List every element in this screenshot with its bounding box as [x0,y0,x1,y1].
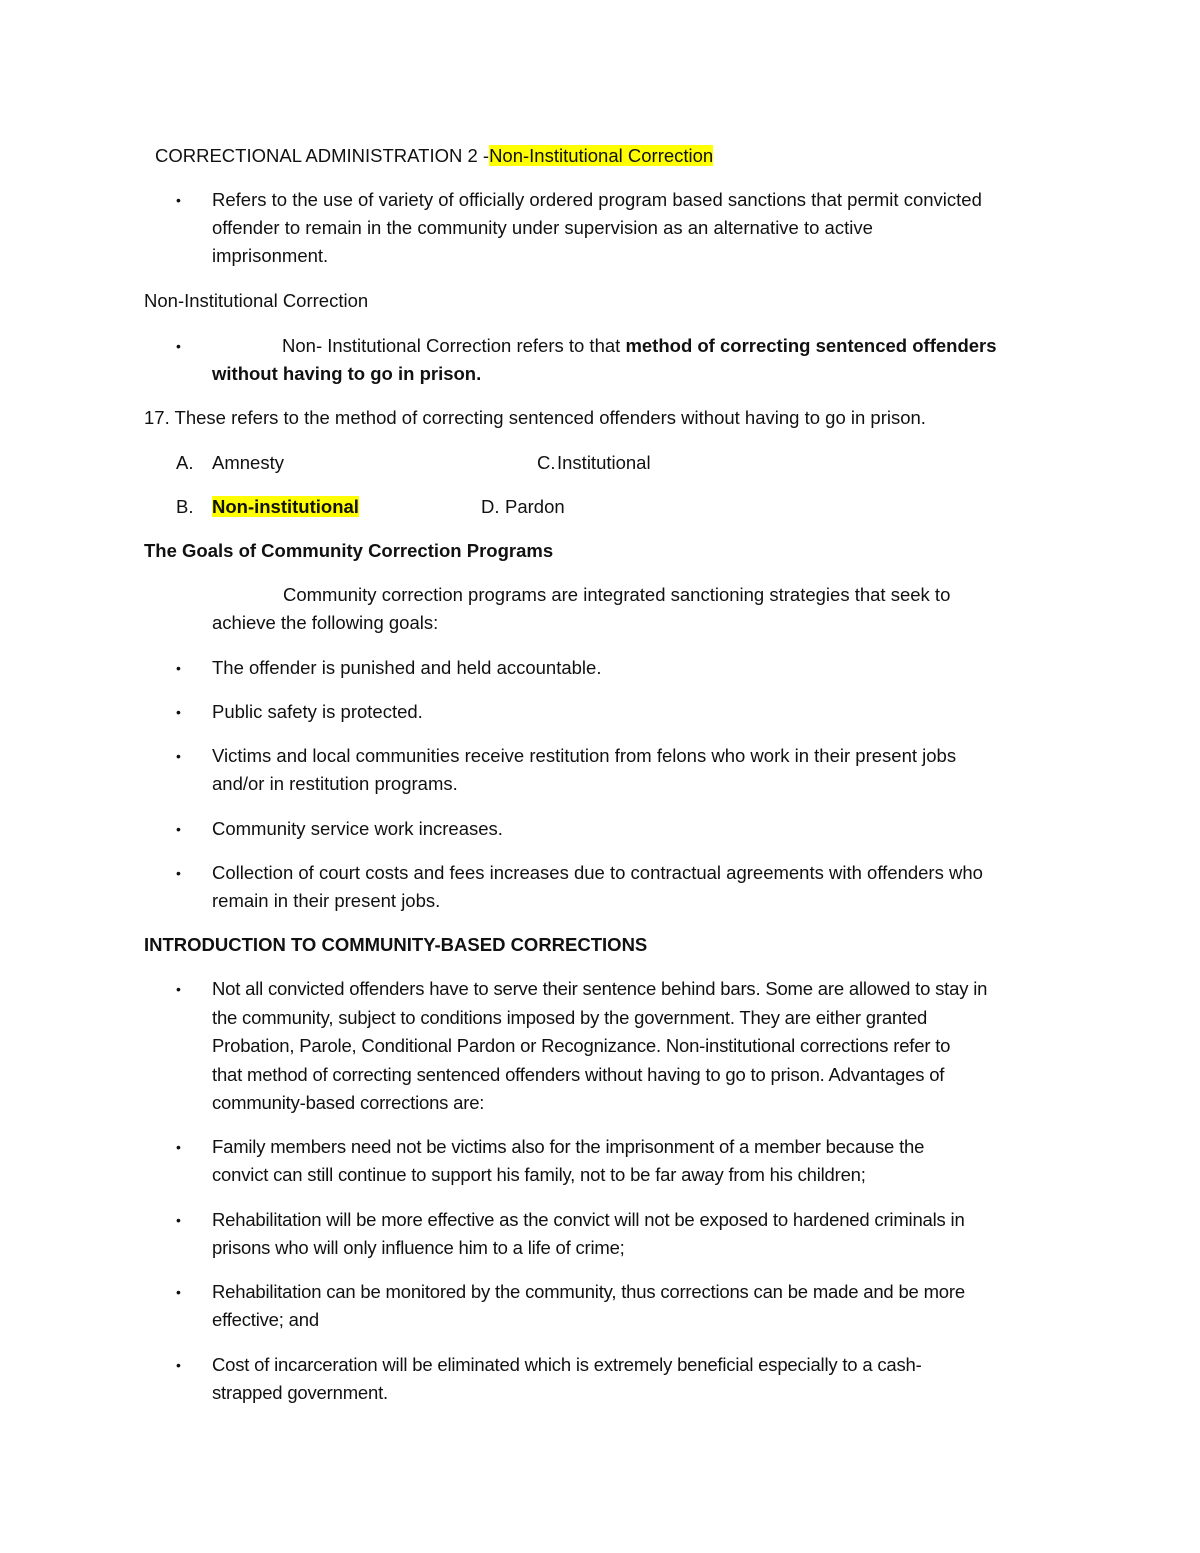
intro-bullet-line: imprisonment. [212,245,329,266]
intro-point-line: Cost of incarceration will be eliminated which is extremely beneficial especially to a cash- [212,1354,922,1375]
bullet-icon: • [176,704,181,720]
definition-bold: method of correcting sentenced offenders [625,335,997,356]
intro-bullet-line: offender to remain in the community under supervision as an alternative to active [212,217,873,238]
intro-point-line: community-based corrections are: [212,1092,485,1113]
intro-point-line: prisons who will only influence him to a life of crime; [212,1237,625,1258]
intro-point-line: Rehabilitation will be more effective as the convict will not be exposed to hardened criminals in [212,1209,965,1230]
option-letter: D. [481,496,500,517]
intro-point-line: Family members need not be victims also for the imprisonment of a member because the [212,1136,925,1157]
option-letter: A. [176,452,194,473]
goal-line: Collection of court costs and fees increases due to contractual agreements with offenders who [212,862,983,883]
bullet-icon: • [176,660,181,676]
definition-prefix: Non- Institutional Correction refers to that [282,335,626,356]
intro-heading [144,932,647,958]
goal-line: Victims and local communities receive restitution from felons who work in their present jobs [212,745,957,766]
intro-point-line: Not all convicted offenders have to serve their sentence behind bars. Some are allowed to stay in [212,978,988,999]
option-text: Institutional [557,452,651,473]
intro-point-line: that method of correcting sentenced offenders without having to go to prison. Advantages of [212,1064,945,1085]
option-text: Non-institutional [212,496,359,517]
goals-intro-line: Community correction programs are integrated sanctioning strategies that seek to [283,584,951,605]
bullet-icon: • [176,1212,181,1228]
goal-line: Public safety is protected. [212,701,423,722]
definition-line [212,361,481,387]
goal-line: The offender is punished and held accountable. [212,657,602,678]
option-letter: C. [537,452,556,473]
question-text: 17. These refers to the method of correcting sentenced offenders without having to go in prison. [144,407,926,428]
goal-line: remain in their present jobs. [212,890,441,911]
intro-point-line: convict can still continue to support his family, not to be far away from his children; [212,1164,866,1185]
title-prefix: CORRECTIONAL ADMINISTRATION 2 - [155,145,490,166]
bullet-icon: • [176,821,181,837]
definition-bold: without having to go in prison. [212,363,482,384]
intro-point-line: effective; and [212,1309,319,1330]
goals-heading-text: The Goals of Community Correction Programs [144,540,554,561]
bullet-icon: • [176,338,181,354]
goal-line: Community service work increases. [212,818,503,839]
bullet-icon: • [176,192,181,208]
option-text: Amnesty [212,452,284,473]
document-title [155,143,713,169]
intro-point-line: the community, subject to conditions imposed by the government. They are either granted [212,1007,928,1028]
bullet-icon: • [176,748,181,764]
intro-point-line: strapped government. [212,1382,388,1403]
goal-line: and/or in restitution programs. [212,773,458,794]
bullet-icon: • [176,1357,181,1373]
intro-heading-text: INTRODUCTION TO COMMUNITY-BASED CORRECTIONS [144,934,648,955]
intro-bullet-line: Refers to the use of variety of officially ordered program based sanctions that permit convicted [212,189,982,210]
intro-point-line: Probation, Parole, Conditional Pardon or Recognizance. Non-institutional corrections refer to [212,1035,951,1056]
definition-line [282,333,997,359]
goals-intro-line: achieve the following goals: [212,612,439,633]
title-highlight: Non-Institutional Correction [489,145,714,166]
option-answer [212,494,359,520]
bullet-icon: • [176,981,181,997]
option-letter: B. [176,496,194,517]
bullet-icon: • [176,1284,181,1300]
intro-point-line: Rehabilitation can be monitored by the community, thus corrections can be made and be more [212,1281,965,1302]
bullet-icon: • [176,865,181,881]
section-label: Non-Institutional Correction [144,290,369,311]
bullet-icon: • [176,1139,181,1155]
goals-heading [144,538,553,564]
option-text: Pardon [505,496,565,517]
